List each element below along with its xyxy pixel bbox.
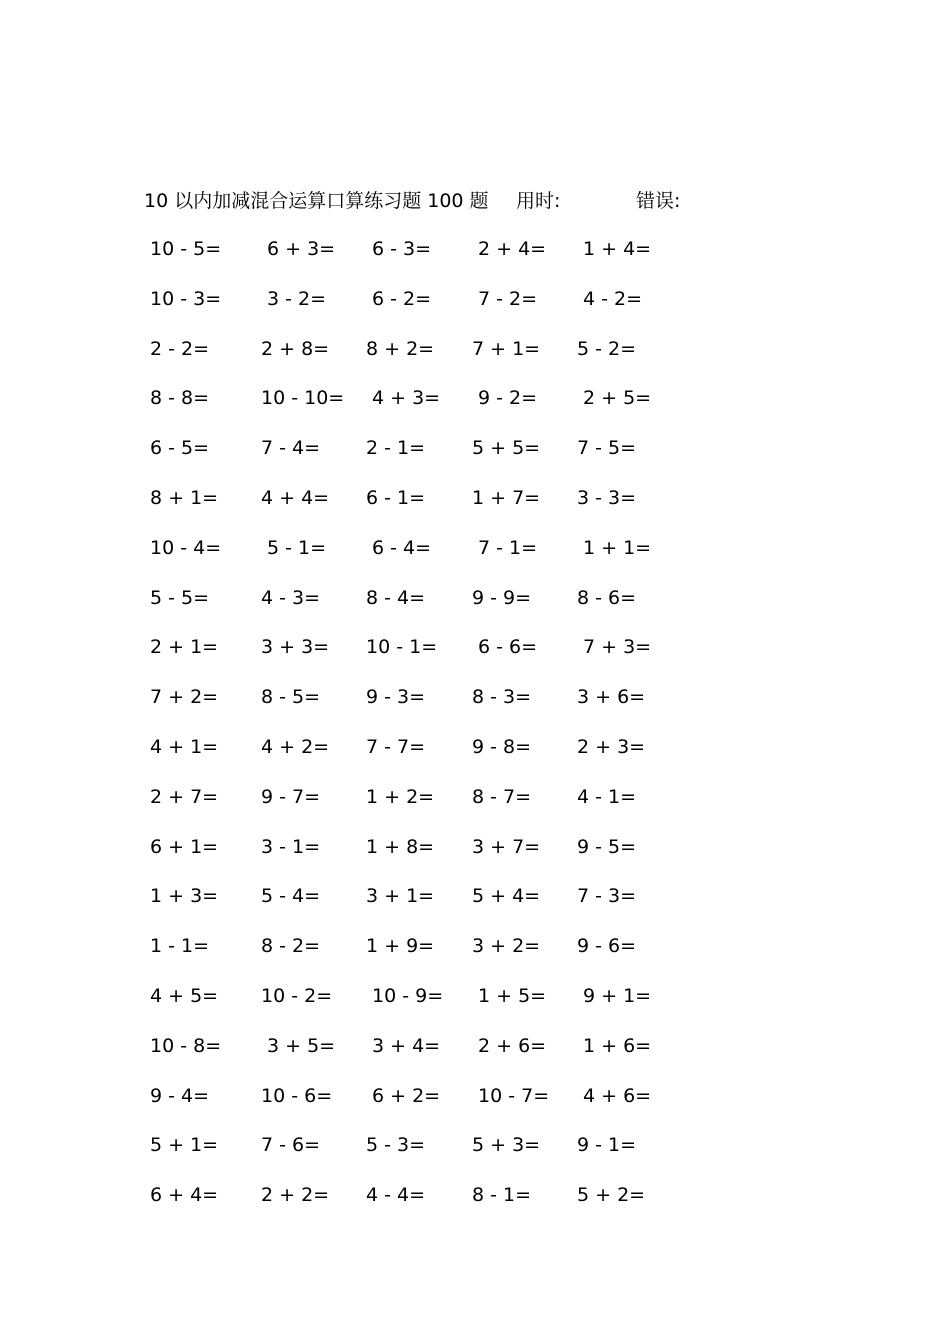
math-problem: 10 - 3= <box>150 287 222 310</box>
math-problem: 6 - 5= <box>150 437 210 460</box>
math-problem: 1 + 6= <box>583 1034 652 1057</box>
math-problem: 6 - 2= <box>372 287 432 310</box>
math-problem: 9 - 3= <box>366 686 426 709</box>
math-problem: 8 - 7= <box>472 785 532 808</box>
math-problem: 9 - 1= <box>577 1134 637 1157</box>
math-problem: 4 - 2= <box>583 287 643 310</box>
math-problem: 8 - 8= <box>150 387 210 410</box>
math-problem: 1 + 5= <box>478 985 547 1007</box>
math-problem: 2 - 2= <box>150 337 210 360</box>
math-problem: 10 - 6= <box>261 1084 333 1107</box>
math-problem: 1 + 4= <box>583 238 652 260</box>
math-problem: 1 + 1= <box>583 536 652 559</box>
math-problem: 7 - 2= <box>478 287 538 310</box>
math-problem: 9 - 2= <box>478 387 538 410</box>
math-problem: 10 - 8= <box>150 1034 222 1057</box>
math-problem: 5 + 3= <box>472 1134 541 1157</box>
math-problem: 9 - 9= <box>472 586 532 609</box>
math-problem: 1 - 1= <box>150 935 210 958</box>
math-problem: 4 + 4= <box>261 487 330 509</box>
math-problem: 5 + 1= <box>150 1134 219 1157</box>
math-problem: 10 - 5= <box>150 238 222 260</box>
math-problem: 9 - 7= <box>261 785 321 808</box>
math-problem: 2 + 8= <box>261 337 330 360</box>
math-problem: 5 - 4= <box>261 885 321 908</box>
math-problem: 4 + 3= <box>372 387 441 410</box>
math-problem: 6 - 6= <box>478 636 538 659</box>
math-problem: 3 - 2= <box>267 287 327 310</box>
errors-label: 错误: <box>636 190 681 212</box>
math-problem: 3 + 4= <box>372 1034 441 1057</box>
math-problem: 7 - 1= <box>478 536 538 559</box>
math-problem: 1 + 7= <box>472 487 541 509</box>
math-problem: 2 + 3= <box>577 736 646 758</box>
math-problem: 3 + 3= <box>261 636 330 659</box>
math-problem: 3 + 2= <box>472 935 541 958</box>
math-problem: 2 + 2= <box>261 1184 330 1207</box>
math-problem: 8 - 6= <box>577 586 637 609</box>
math-problem: 8 + 2= <box>366 337 435 360</box>
math-problem: 9 - 6= <box>577 935 637 958</box>
math-problem: 9 - 4= <box>150 1084 210 1107</box>
math-problem: 4 + 1= <box>150 736 219 758</box>
math-problem: 2 + 7= <box>150 785 219 808</box>
math-problem: 7 + 3= <box>583 636 652 659</box>
math-problem: 5 + 5= <box>472 437 541 460</box>
math-problem: 10 - 4= <box>150 536 222 559</box>
math-problem: 3 + 1= <box>366 885 435 908</box>
math-problem: 5 - 3= <box>366 1134 426 1157</box>
math-problem: 8 - 1= <box>472 1184 532 1207</box>
math-problem: 4 + 6= <box>583 1084 652 1107</box>
math-problem: 9 + 1= <box>583 985 652 1007</box>
math-problem: 5 - 2= <box>577 337 637 360</box>
math-problem: 8 - 4= <box>366 586 426 609</box>
math-problem: 2 + 6= <box>478 1034 547 1057</box>
math-problem: 3 + 5= <box>267 1034 336 1057</box>
math-problem: 7 - 6= <box>261 1134 321 1157</box>
math-problem: 4 + 5= <box>150 985 219 1007</box>
math-problem: 4 - 4= <box>366 1184 426 1207</box>
math-problem: 8 - 2= <box>261 935 321 958</box>
math-problem: 8 - 3= <box>472 686 532 709</box>
math-problem: 9 - 5= <box>577 835 637 858</box>
math-problem: 9 - 8= <box>472 736 532 758</box>
math-problem: 5 + 2= <box>577 1184 646 1207</box>
math-problem: 1 + 2= <box>366 785 435 808</box>
math-problem: 2 + 4= <box>478 238 547 260</box>
math-problem: 2 + 5= <box>583 387 652 410</box>
time-used-label: 用时: <box>516 190 561 212</box>
math-problem: 6 + 1= <box>150 835 219 858</box>
math-problem: 4 - 3= <box>261 586 321 609</box>
math-problem: 10 - 1= <box>366 636 438 659</box>
math-problem: 10 - 7= <box>478 1084 550 1107</box>
math-problem: 5 - 5= <box>150 586 210 609</box>
math-problem: 6 - 4= <box>372 536 432 559</box>
math-problem: 6 - 1= <box>366 487 426 509</box>
math-problem: 3 - 1= <box>261 835 321 858</box>
math-problem: 10 - 9= <box>372 985 444 1007</box>
math-problem: 5 - 1= <box>267 536 327 559</box>
math-problem: 3 + 6= <box>577 686 646 709</box>
math-problem: 2 - 1= <box>366 437 426 460</box>
math-problem: 7 - 7= <box>366 736 426 758</box>
math-problem: 6 + 2= <box>372 1084 441 1107</box>
math-problem: 3 - 3= <box>577 487 637 509</box>
math-problem: 8 - 5= <box>261 686 321 709</box>
math-problem: 7 + 1= <box>472 337 541 360</box>
math-problem: 10 - 2= <box>261 985 333 1007</box>
math-problem: 6 + 4= <box>150 1184 219 1207</box>
math-problem: 8 + 1= <box>150 487 219 509</box>
math-problem: 7 - 5= <box>577 437 637 460</box>
math-problem: 7 + 2= <box>150 686 219 709</box>
math-problem: 6 - 3= <box>372 238 432 260</box>
math-problem: 10 - 10= <box>261 387 345 410</box>
math-problem: 2 + 1= <box>150 636 219 659</box>
math-problem: 6 + 3= <box>267 238 336 260</box>
math-problem: 5 + 4= <box>472 885 541 908</box>
math-problem: 3 + 7= <box>472 835 541 858</box>
math-problem: 1 + 3= <box>150 885 219 908</box>
math-problem: 7 - 3= <box>577 885 637 908</box>
math-problem: 1 + 8= <box>366 835 435 858</box>
math-problem: 4 - 1= <box>577 785 637 808</box>
math-problem: 1 + 9= <box>366 935 435 958</box>
math-problem: 4 + 2= <box>261 736 330 758</box>
worksheet-title: 10 以内加减混合运算口算练习题 100 题 <box>144 190 489 212</box>
math-problem: 7 - 4= <box>261 437 321 460</box>
